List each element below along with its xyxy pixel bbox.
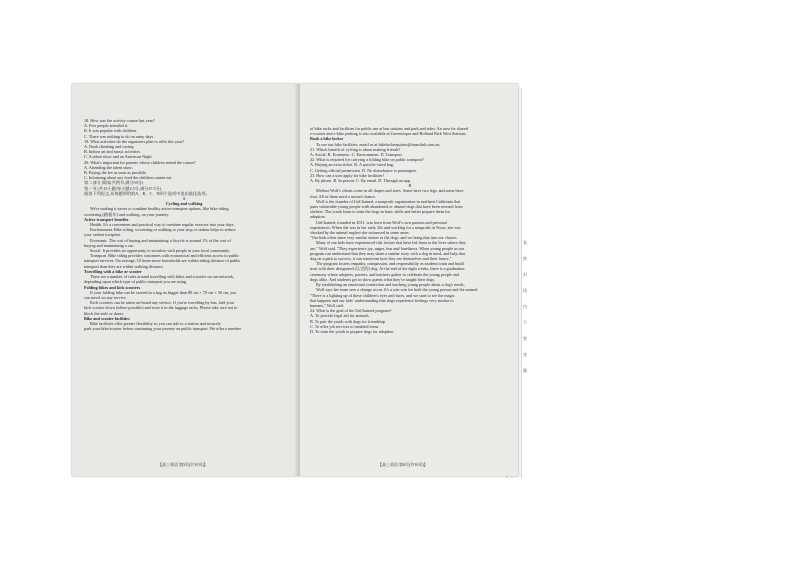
text-line: B [408,183,412,189]
text-line: By establishing an emotional connection and teaching young people about a dog's needs, [316,282,465,288]
side-tab-char: 答 [523,352,527,357]
text-line: C. Informing about any food the children cannot eat. [84,175,173,181]
text-line: Active transport benefits [84,216,129,222]
text-line: Bike facilities offer greater flexibility so you can ride to a station and securely [90,320,221,326]
left-page [72,84,300,476]
side-tab-char: 卷 [523,240,527,245]
text-line: experiences. When she was in her early 20s and working for a nonprofit in Texas, she was [310,224,461,230]
text-line: B. To pair the youth with dogs for friendship. [310,318,386,324]
text-line: transport services. On average, 10 times more households are within riding distance of public [84,258,241,264]
text-line: adoption. [310,214,326,220]
text-line: There are a number of rules around travelling with bikes and scooters on our network, [90,274,235,280]
text-line: dog on a path to success, it can transform how they see themselves and their future." [310,256,452,262]
text-line: 22. What is required for carrying a folding bike on public transport? [310,157,424,163]
text-line: A. To provide legal aid for animals. [310,313,370,319]
right-page [300,84,518,476]
side-tab-char: 内 [523,304,527,309]
text-line: Economic. The cost of buying and maintaining a bicycle is around 1% of the cost of [90,237,231,243]
text-line: A. Attending the talent show. [84,164,133,170]
text-line: kick scooter down (where possible) and store it in the luggage racks. Please take care not to [84,305,238,311]
text-line: transport than they are within walking distance. [84,263,164,269]
text-line: shocked by the animal neglect she witnessed in some areas. [310,230,410,236]
text-line: dogs alike. And students get to show guests what they've taught their dogs. [310,276,436,282]
text-line: park your bike/scooter before continuing your journey on public transport. We offer a number [84,326,241,332]
text-line: "There is a lighting up of these children's eyes and faces, and we start to see the magic [310,292,455,298]
side-tab-char: 封 [523,272,527,277]
text-line: ceremony where adopters, parents, and teachers gather to celebrate the young people and [310,271,460,277]
text-line: Environment. Bike riding, scootering or walking to your stop or station helps to reduce [90,227,236,233]
text-line: pairs vulnerable young people with abandoned or abused dogs that have been rescued from [310,204,463,210]
text-line: A. Social. B. Economic. C. Environment. D. Transport. [310,152,403,158]
text-line: Wolf says her team sees a change occur. It's a win-win for both the young person and the animal. [316,287,479,293]
text-line: If your folding bike can be carried in a bag no bigger than 80 cm × 70 cm × 30 cm, you [90,289,237,295]
right-page-text [310,126,510,334]
text-line: Social. It provides an opportunity to socialize with people in your local community. [90,248,230,254]
text-line: of bike racks and facilities for public use at bus stations and park and rides. An area for shared [310,126,468,131]
text-line: Melissa Wolf's clients come in all shapes and sizes. Some have two legs, and some have [316,188,464,194]
text-line: that happens and our kids' understanding that dogs experience feelings very similar to [310,297,454,303]
text-line: B. It was popular with children. [84,128,138,134]
text-line: B. Paying the fee as soon as possible. [84,170,147,176]
text-line: Transport. Bike riding provides customers with economical and efficient access to public [90,253,240,259]
exam-photo [72,84,518,476]
text-line: A. Book climbing and caving. [84,144,135,150]
text-line: your carbon footprint. [84,232,121,238]
text-line: 第一节 (共15小题;每小题2.5分,满分37.5分) [84,185,162,191]
text-line: A. By phone. B. In person. C. By email. D. Through an app. [310,178,411,184]
text-line: e-scooter and e-bike parking is also available at Greenslopes and Holland Park West Stations. [310,131,467,137]
text-line: The program fosters empathy, compassion, and responsibility as students train and build [316,261,464,267]
text-line: Folding bikes and kick scooters [84,284,141,290]
text-line: C. A talent show and an American Night. [84,154,153,160]
text-line: "Our kids often share very similar stories to the dogs, and we bring that into our classes. [310,235,458,241]
text-line: shelters. The youth learn to train the dogs in basic skills and better prepare them for [310,209,450,215]
text-line: UnChained, founded in 2011, was born from Wolf's own passion and personal [316,219,447,225]
text-line: Many of our kids have experienced risk factors that have led them to the lives where they [316,240,466,246]
text-line: program can understand that they may share a similar story with a dog in need, and help that [310,250,465,256]
text-line: four. All of them need a second chance. [310,193,377,199]
side-tab-char: 要 [523,336,527,341]
text-line: D. To train the youth to prepare dogs for adoption. [310,328,395,334]
text-line: can travel on any service. [84,294,127,300]
text-line: depending upon which type of public transport you are using. [84,279,188,285]
text-line: A [182,196,186,202]
text-line: We're making it easier to combine healthy active transport options, like bike riding, [90,206,230,212]
text-line: Book a bike locker [310,136,344,142]
text-line: Health. It's a convenient and practical way to combine regular exercise into your days. [90,222,235,228]
left-page-footer: 【高三英语 第5页(共10页)】 [158,462,208,467]
text-line: 阅读下列短文,从每题所给的A、B、C、D四个选项中选出最佳选项。 [84,190,210,196]
text-line: Travelling with a bike or scooter [84,268,142,274]
text-line: C. There was nothing to do on rainy days. [84,133,155,139]
right-page-footer: 【高三英语 第6页(共10页)】 [378,462,428,467]
text-line: humans," Wolf said. [310,302,344,308]
side-tab-char: 不 [523,320,527,325]
text-line: C. To offer job services to troubled teens. [310,323,380,329]
text-line: trust with their designated (认定的) dog. At the end of the eight weeks, there is a graduation [310,266,465,272]
text-line: 第二部分 阅读(共两节,满分50分) [84,180,144,186]
text-line: buying and maintaining a car. [84,242,134,248]
text-line: To use our bike facilities, email us at bikelockerquiries@translink.com.au. [316,141,441,147]
text-line: 23. How can a user apply for bike facilities? [310,172,385,178]
text-line: 19. What activities do the organizers plan to offer this year? [84,138,185,144]
text-line: block the aisle or doors. [84,310,125,316]
side-tab-char: 题 [523,368,527,373]
side-tabs [518,90,532,470]
text-line: 24. What is the goal of the UnChained program? [310,308,392,314]
text-line: 20. What's important for parents whose children attend the course? [84,159,196,165]
text-line: 21. Which benefit of cycling is about making friends? [310,146,401,152]
text-line: Bike and scooter facilities [84,315,130,321]
text-line: Wolf is the founder of UnChained, a nonprofit organization in northern California that [316,198,461,204]
text-line: are," Wolf said. "They experience joy, anger, fear and loneliness. When young people in our [310,245,464,251]
side-tab-char: 密 [523,256,527,261]
text-line: A. Few people attended it. [84,123,129,129]
text-line: B. Indoor art and music activities. [84,149,141,155]
text-line: Kick scooters can be taken on-board any service. If you're travelling by bus, fold your [90,300,235,306]
text-line: C. Getting official permission. D. No disturbance to passengers. [310,167,418,173]
left-page-text [84,118,284,331]
text-line: 18. How was the activity course last year? [84,118,155,123]
side-tab-char: 线 [523,288,527,293]
text-line: Cycling and walking [165,201,203,207]
text-line: scootering (踏板车) and walking, on your journey. [84,211,170,217]
text-line: A. Buying an extra ticket. B. A specific-sized bag. [310,162,394,168]
